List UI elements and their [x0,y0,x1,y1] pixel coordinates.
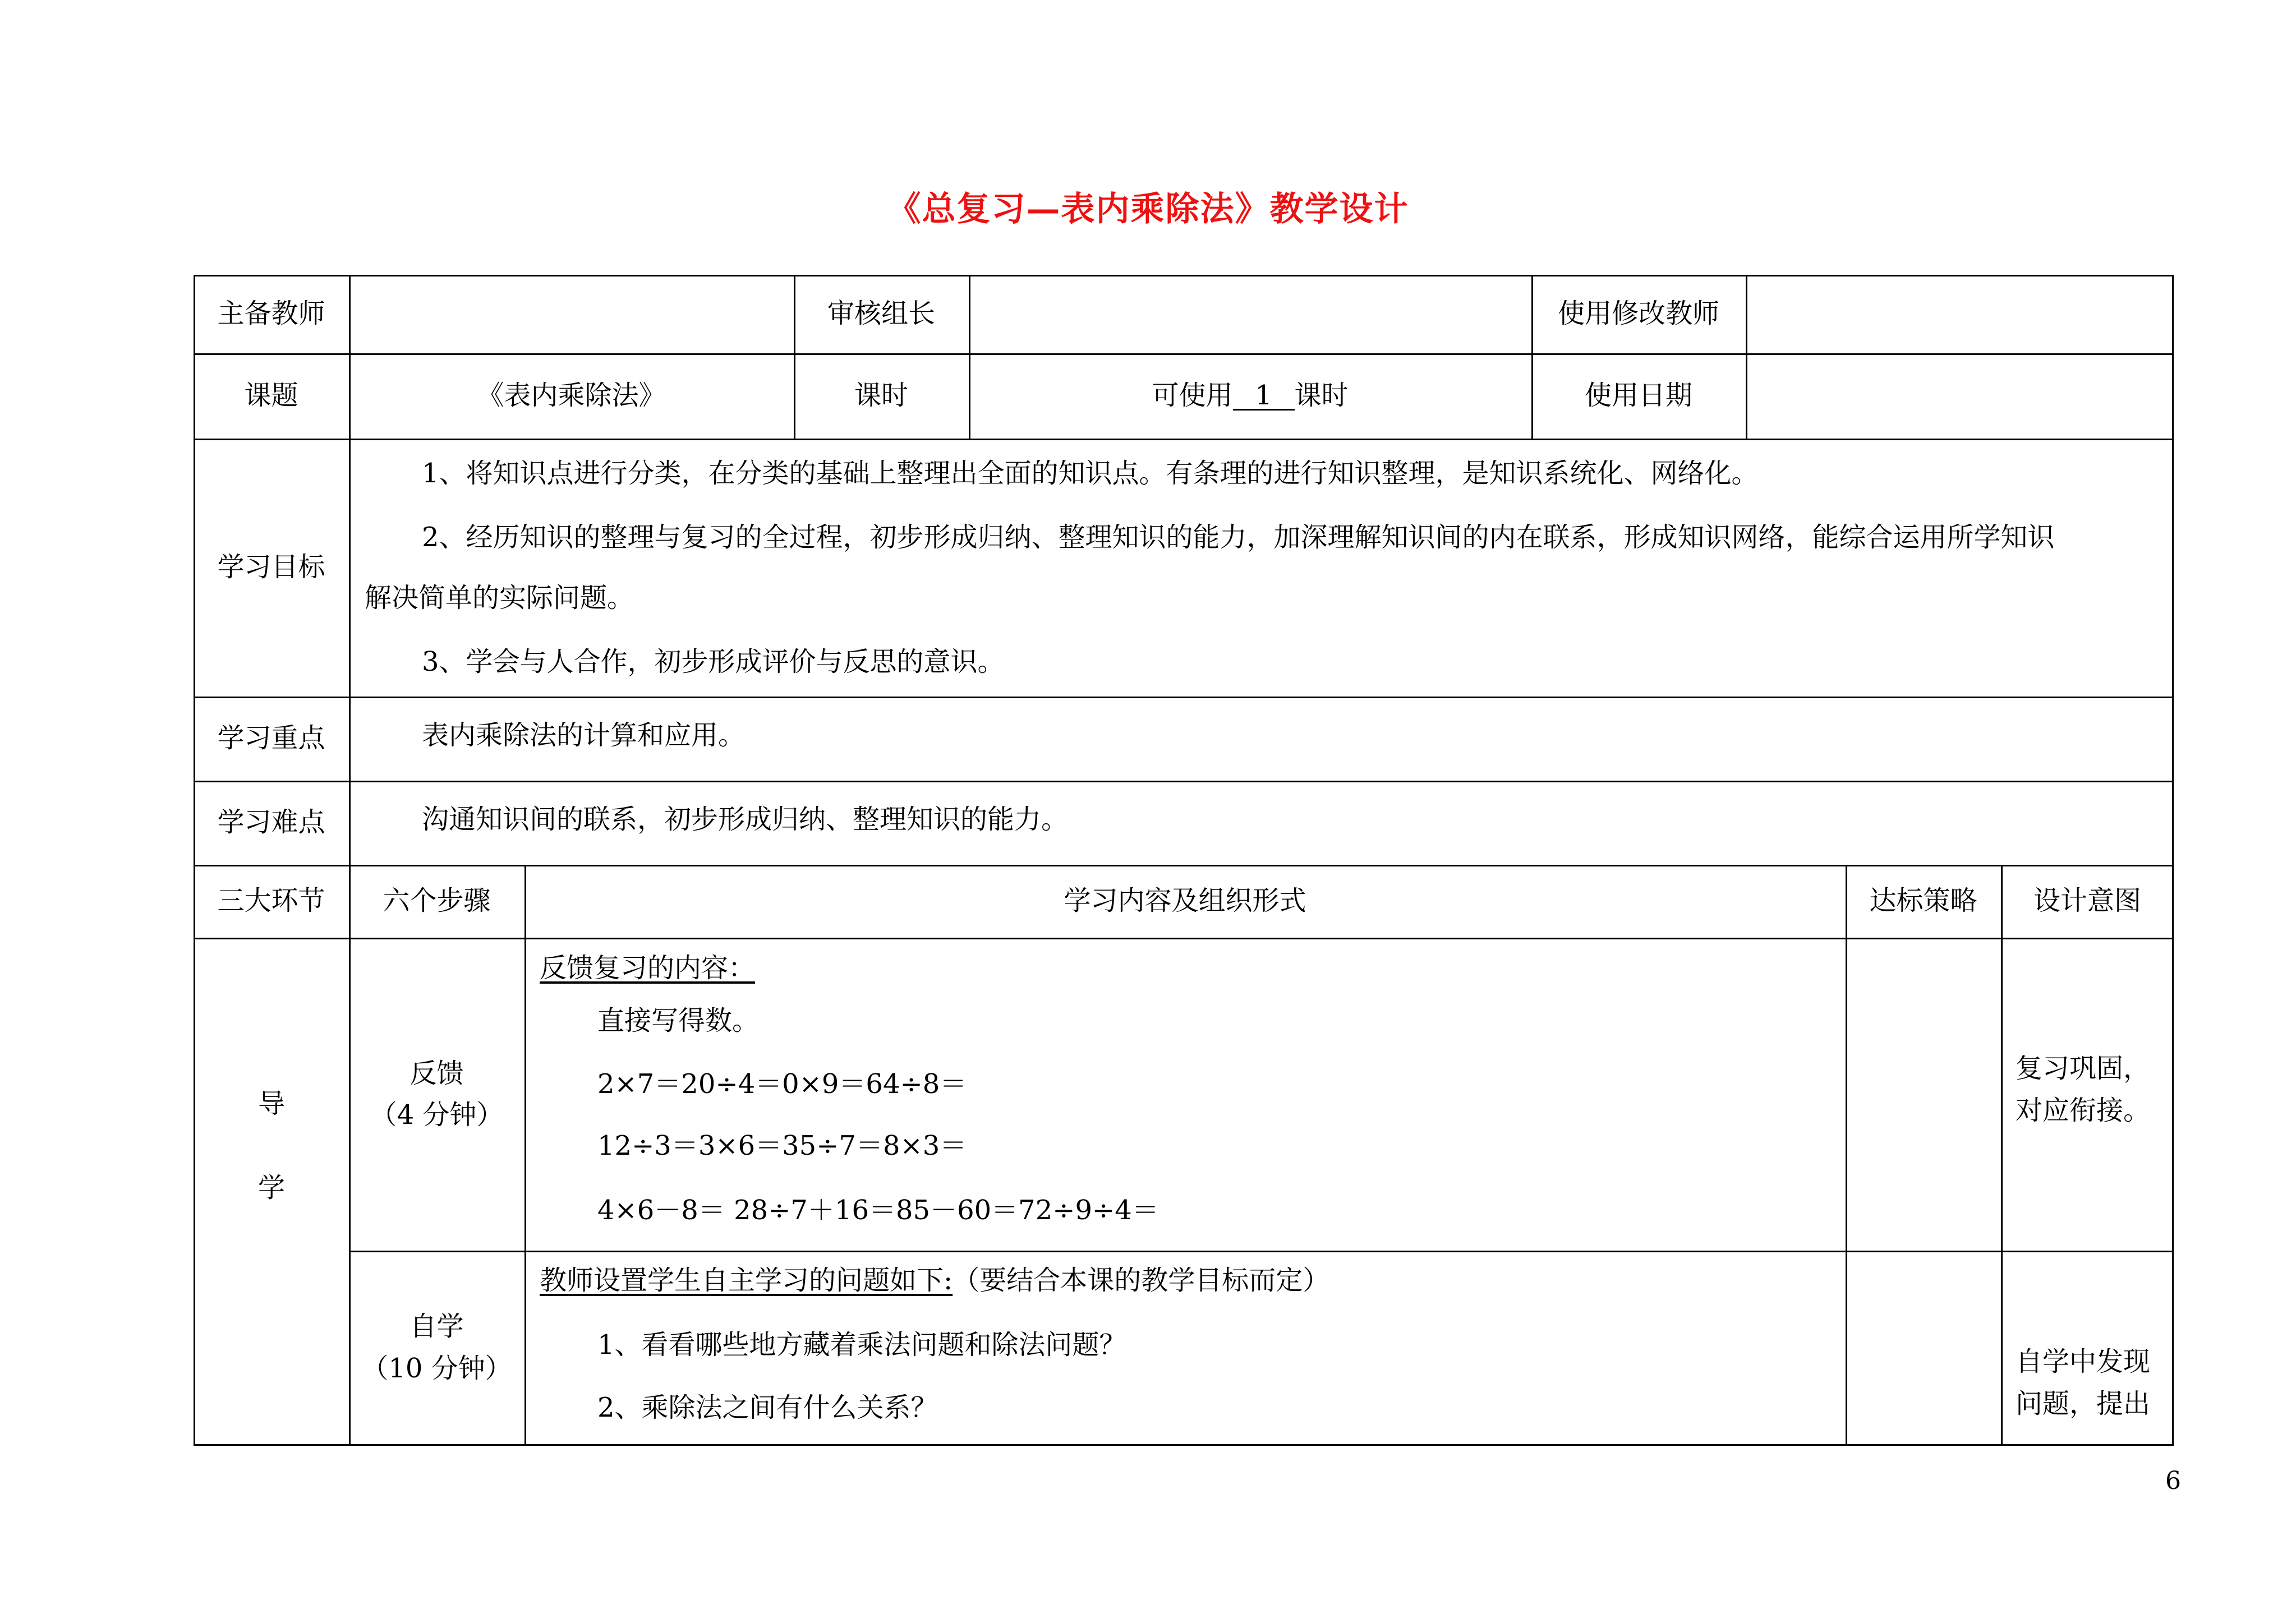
period-suffix: 课时 [1294,380,1349,412]
period-label: 课时 [854,380,908,412]
period-value [969,353,1531,439]
feedback-line-3: 4×6－8＝ 28÷7＋16＝85－60＝72÷9÷4＝ [597,1195,1159,1226]
feedback-step-name: 反馈 [409,1057,464,1089]
table-border-bottom [194,1444,2174,1446]
date-label: 使用日期 [1584,380,1692,412]
topic-label: 课题 [244,380,298,412]
row-divider [349,1251,2174,1252]
objective-item-2-cont: 解决简单的实际问题。 [365,582,634,614]
col-divider [524,865,526,1446]
feedback-line-2: 12÷3＝3×6＝35÷7＝8×3＝ [597,1130,967,1161]
header-content: 学习内容及组织形式 [1064,885,1306,917]
key-points-text: 表内乘除法的计算和应用。 [422,720,746,751]
difficulties-label: 学习难点 [217,806,325,838]
self-study-intent-1: 自学中发现 [2016,1346,2151,1377]
col-divider [1846,865,1847,1446]
section-char-2: 学 [258,1172,286,1204]
row-divider [194,781,2174,782]
preparer-value[interactable] [349,275,794,353]
feedback-step-time: （4 分钟） [370,1099,504,1131]
self-study-step-name: 自学 [409,1311,464,1343]
self-study-heading-row [540,1265,1329,1297]
reviewer-value[interactable] [969,275,1531,353]
header-strategy: 达标策略 [1869,885,1977,917]
modifier-value[interactable] [1746,275,2174,353]
objective-item-3: 3、学会与人合作，初步形成评价与反思的意识。 [422,646,1005,677]
feedback-intent-2: 对应衔接。 [2016,1095,2151,1126]
table-border-right [2172,275,2174,1446]
topic-value: 《表内乘除法》 [477,380,666,412]
modifier-label: 使用修改教师 [1557,298,1719,330]
reviewer-label: 审核组长 [827,298,935,330]
document-title: 《总复习—表内乘除法》教学设计 [887,190,1409,229]
header-three-links: 三大环节 [217,885,325,917]
period-number[interactable]: 1 [1233,382,1295,411]
self-study-step-time: （10 分钟） [361,1352,512,1384]
row-divider [194,697,2174,698]
page-number: 6 [2165,1467,2181,1495]
header-six-steps: 六个步骤 [383,885,491,917]
lesson-plan-table [194,275,2174,1446]
objectives-label: 学习目标 [217,551,325,583]
preparer-label: 主备教师 [217,298,325,330]
col-divider [2001,865,2003,1446]
section-char-1: 导 [258,1088,286,1119]
self-study-question-2: 2、乘除法之间有什么关系？ [597,1392,938,1423]
feedback-step [349,938,524,1251]
objective-item-1: 1、将知识点进行分类，在分类的基础上整理出全面的知识点。有条理的进行知识整理，是知识系统化、网络化。 [422,458,1759,489]
self-study-heading-note: （要结合本课的教学目标而定） [953,1265,1330,1296]
self-study-step [349,1251,524,1444]
header-intent: 设计意图 [2033,885,2141,917]
self-study-heading: 教师设置学生自主学习的问题如下: [540,1265,953,1296]
feedback-instruction: 直接写得数。 [597,1005,760,1036]
date-value[interactable] [1746,353,2174,439]
feedback-intent-1: 复习巩固， [2016,1053,2151,1084]
difficulties-text: 沟通知识间的联系，初步形成归纳、整理知识的能力。 [422,804,1069,835]
self-study-intent-2: 问题，提出 [2016,1388,2151,1419]
feedback-heading: 反馈复习的内容： [540,952,756,984]
period-prefix: 可使用 [1152,380,1233,412]
feedback-line-1: 2×7＝20÷4＝0×9＝64÷8＝ [597,1068,967,1100]
key-points-label: 学习重点 [217,722,325,754]
row-divider [194,439,2174,440]
self-study-question-1: 1、看看哪些地方藏着乘法问题和除法问题？ [597,1329,1126,1361]
objective-item-2: 2、经历知识的整理与复习的全过程，初步形成归纳、整理知识的能力，加深理解知识间的内在联系，形成知识网络，能综合运用所学知识 [422,522,2055,553]
